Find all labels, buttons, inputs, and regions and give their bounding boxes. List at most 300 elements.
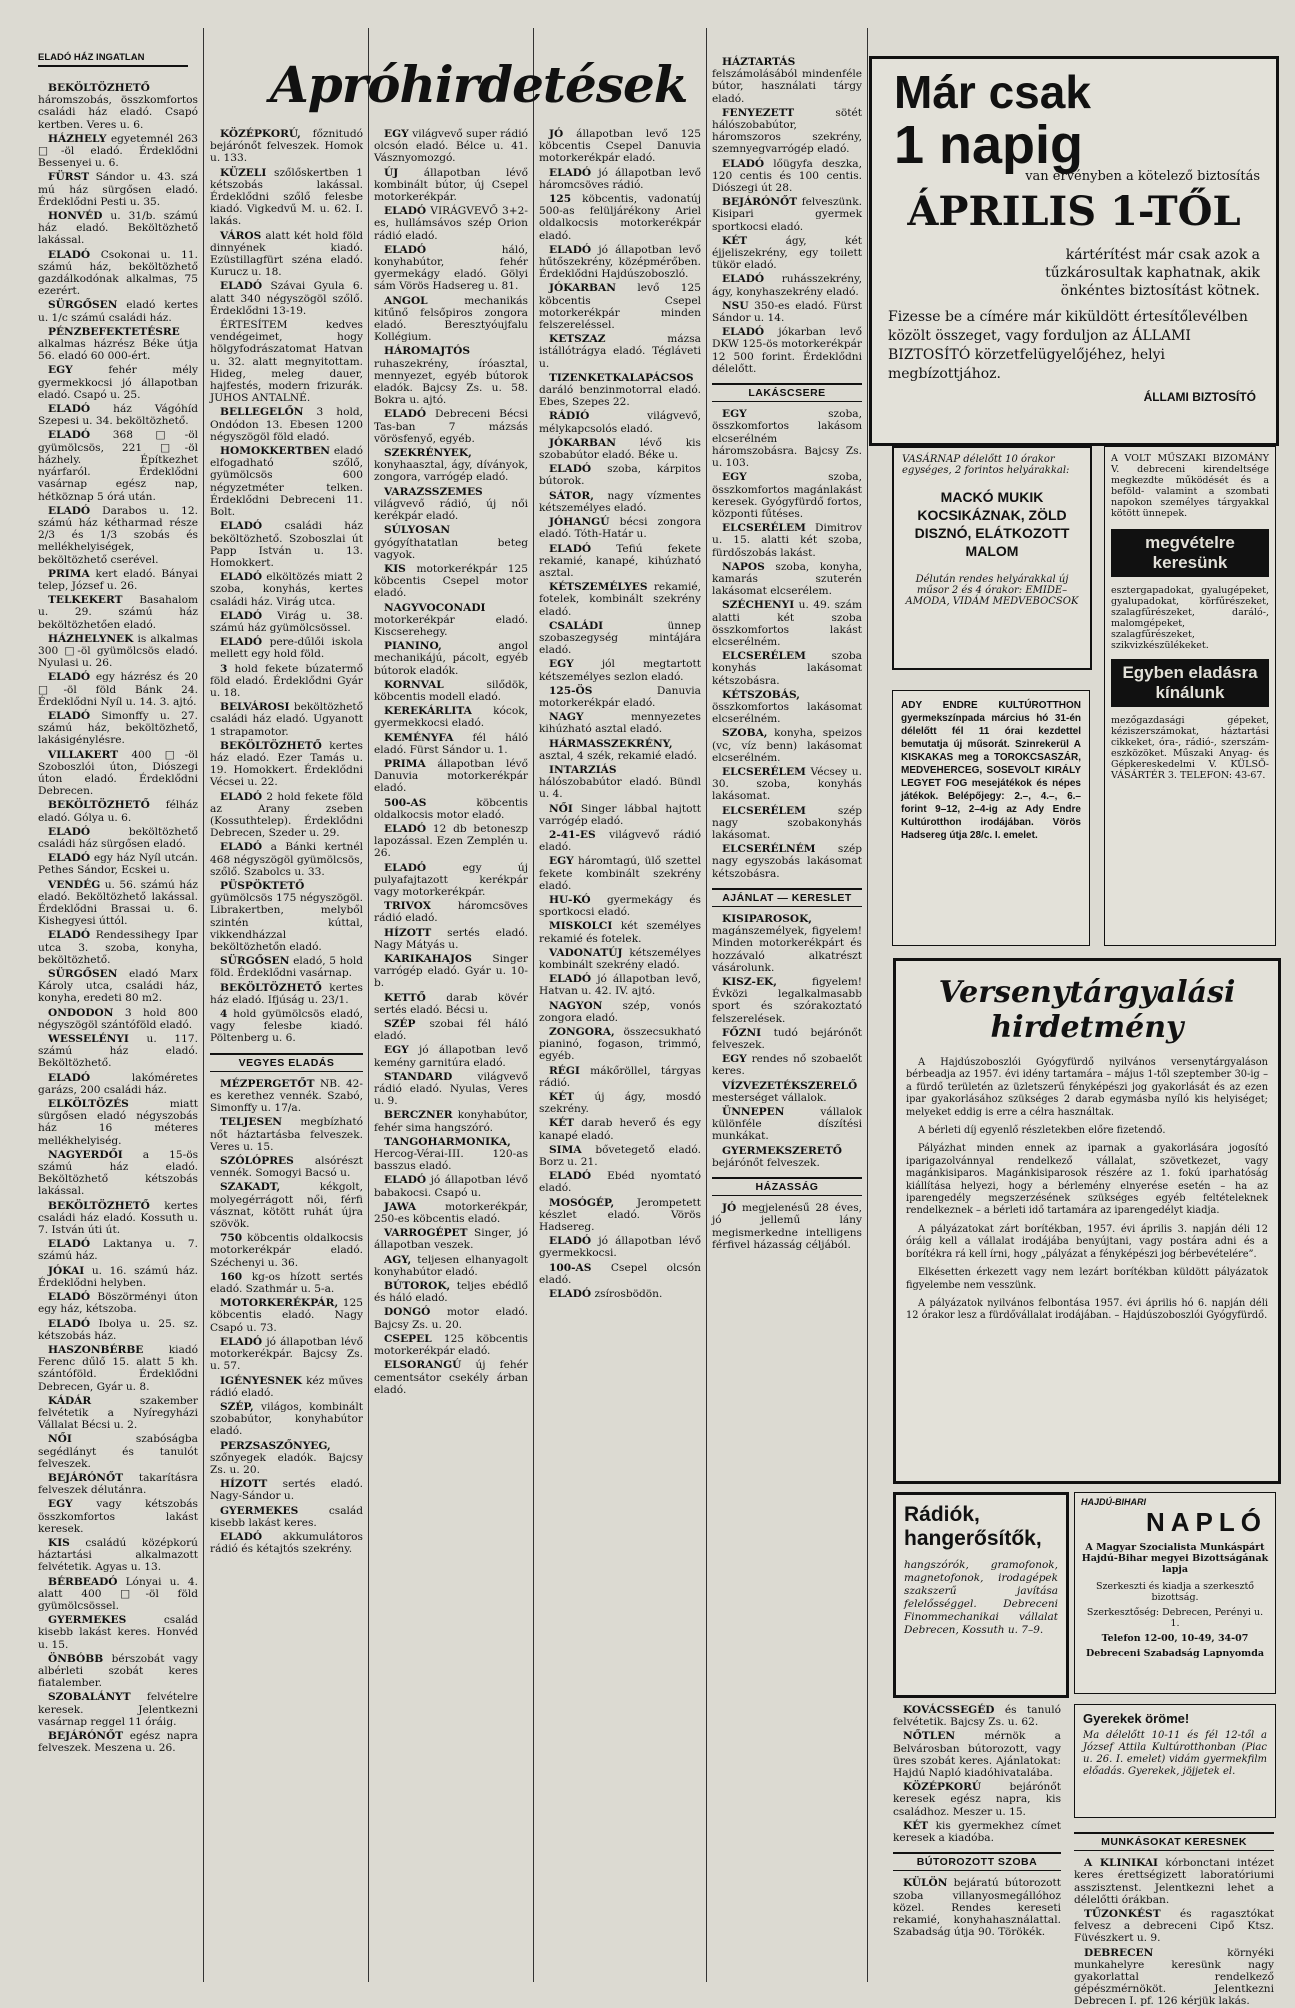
ad-column-4 bbox=[539, 128, 701, 1982]
ad-body-text: u. 56. számú ház eladó. Beköltözhető lakással. Érdeklődni Brassai u. 6. Kishegyesi úttól. bbox=[38, 878, 198, 928]
ad-body-text: környéki munkahelyre keresünk nagy gyakorlattal rendelkező gépészmérnököt. Jelentkezni Debrecen I. pf. 126 kérjük lakás. bbox=[1074, 1946, 1274, 2008]
ad-lead-word: KISZ-EK, bbox=[722, 976, 777, 989]
section-heading: VEGYES ELADÁS bbox=[210, 1053, 363, 1072]
ad-body-text: Rendessihegy Ipar utca 3. szoba, konyha, beköltözhető. bbox=[38, 929, 198, 966]
classified-ad bbox=[210, 230, 363, 279]
ad-body-text: beköltözhető családi ház sürgősen eladó. bbox=[38, 825, 198, 850]
classified-ad bbox=[374, 797, 528, 821]
ad-lead-word: EGY bbox=[384, 128, 409, 140]
classified-ad bbox=[374, 862, 528, 899]
ad-body-text: mákőröllel, tárgyas rádió. bbox=[539, 1064, 701, 1089]
ad-lead-word: KÁDÁR bbox=[48, 1394, 92, 1407]
ad-lead-word: KÉT bbox=[722, 234, 748, 247]
ad-body-text: egy ház Nyíl utcán. Pethes Sándor, Ecskei u. bbox=[38, 852, 198, 877]
classified-ad bbox=[712, 522, 862, 559]
ad-lead-word: ELADÓ bbox=[48, 1071, 91, 1084]
ad-body-text: gyermekágy és sportkocsi eladó. bbox=[539, 893, 701, 919]
classified-ad bbox=[539, 463, 701, 487]
column-divider bbox=[867, 28, 868, 1982]
ad-body-text: rendes nő szobaelőt keres. bbox=[712, 1053, 862, 1078]
classified-ad bbox=[374, 1254, 528, 1278]
classified-ad bbox=[539, 581, 701, 618]
ad-body-text: mesterséget vállalok. bbox=[712, 1091, 827, 1104]
classified-ad bbox=[539, 410, 701, 434]
ad-lead-word: FENYEZETT bbox=[722, 106, 795, 119]
ad-body-text: fehér mély gyermekkocsi jó állapotban eladó. Csapó u. 25. bbox=[38, 364, 198, 401]
ad-lead-word: SÜRGŐSEN bbox=[48, 968, 118, 981]
ad-lead-word: ELADÓ bbox=[220, 1335, 263, 1348]
ad-body-text: szoba, konyha, kamarás szuterén lakásomat elcserélem. bbox=[712, 560, 862, 598]
section-heading: LAKÁSCSERE bbox=[712, 383, 862, 402]
ad-body-text: motorkerékpár eladó. Kiscserehegy. bbox=[374, 613, 528, 638]
ad-lead-word: HONVÉD bbox=[48, 210, 103, 223]
classified-ad bbox=[210, 128, 363, 165]
classified-ad bbox=[374, 953, 528, 990]
ad-body-text: Singer lábbal hajtott varrógép eladó. bbox=[539, 802, 701, 827]
classified-ad bbox=[210, 280, 363, 317]
ad-lead-word: KEREKÁRLITA bbox=[384, 705, 472, 718]
ad-headline: 1 napig bbox=[894, 115, 1084, 175]
ad-lead-word: SZAKADT, bbox=[220, 1181, 281, 1194]
ad-lead-word: BEKÖLTÖZHETŐ bbox=[220, 981, 322, 994]
classified-ad bbox=[210, 1297, 363, 1334]
ad-body-text: lakóméretes garázs, 200 családi ház. bbox=[38, 1071, 198, 1096]
classified-ad bbox=[712, 727, 862, 764]
ad-lead-word: HÁROMAJTÓS bbox=[384, 345, 470, 358]
ad-lead-word: KISIPAROSOK, bbox=[722, 913, 812, 925]
ad-lead-word: VADONATÚJ bbox=[549, 946, 623, 959]
classified-ad bbox=[374, 1280, 528, 1304]
ad-lead-word: KIS bbox=[48, 1536, 70, 1549]
classified-ad bbox=[38, 1033, 198, 1070]
classified-ad bbox=[539, 282, 701, 331]
classified-ad bbox=[38, 1072, 198, 1096]
ad-body-text: családú középkorú háztartási alkalmazott felvétetik. Agyas u. 13. bbox=[38, 1536, 198, 1574]
impressum-region: HAJDÚ-BIHARI bbox=[1081, 1497, 1146, 1507]
classified-ad bbox=[539, 1026, 701, 1063]
ad-column-1 bbox=[38, 82, 198, 1982]
classified-ad bbox=[38, 1653, 198, 1690]
ad-body-text: felveszünk. Kisipari gyermek sportkocsi eladó. bbox=[712, 196, 862, 233]
ad-body-text: a 15-ös számú ház eladó. Beköltözhető kétszobás lakással. bbox=[38, 1148, 199, 1198]
ad-text: A VOLT MŰSZAKI BIZOMÁNY V. debreceni kirendeltsége megkezdte működését és a beföld- valamint a szombati napokon személyes tárgyakkal kötött ünnepek. bbox=[1111, 453, 1269, 519]
ad-lead-word: SÚLYOSAN bbox=[384, 524, 451, 537]
ad-lead-word: ELADÓ bbox=[549, 463, 592, 476]
ad-lead-word: HÍZOTT bbox=[220, 1478, 268, 1491]
classified-ad bbox=[374, 732, 528, 756]
ad-body-text: világvevő super rádió olcsón eladó. Bélce u. 41. Vásznyomozgó. bbox=[374, 128, 528, 165]
ad-body-text: hold gyümölcsös eladó, vagy felesbe kiadó. Pöltenberg u. 6. bbox=[210, 1008, 363, 1045]
ad-text: Ma délelőtt 10-11 és fél 12-től a József Attila Kultúrotthonban (Piac u. 26. I. emelet) vidám gyermekfilm előadás. Gyerekek, jöjjetek el. bbox=[1083, 1730, 1267, 1777]
classified-ad bbox=[38, 929, 198, 966]
ad-lead-word: VENDÉG bbox=[48, 878, 101, 891]
classified-ad bbox=[210, 520, 363, 569]
classified-ad bbox=[539, 333, 701, 370]
ad-lead-word: BEKÖLTÖZHETŐ bbox=[48, 1199, 150, 1212]
ad-lead-word: SZEKRÉNYEK, bbox=[384, 447, 472, 460]
ad-lead-word: JAWA bbox=[384, 1200, 417, 1213]
classified-ad bbox=[712, 1080, 862, 1104]
ad-body-text: alsórészt vennék. Somogyi Bacsó u. bbox=[210, 1155, 363, 1180]
column-divider bbox=[203, 28, 204, 1982]
classified-ad bbox=[712, 471, 862, 520]
classified-ad bbox=[210, 1505, 363, 1529]
ad-headline: megvételre keresünk bbox=[1111, 529, 1269, 577]
ad-lead-word: EGY bbox=[722, 1053, 747, 1066]
classified-ad bbox=[539, 1091, 701, 1115]
ad-lead-word: SÜRGŐSEN bbox=[220, 955, 290, 968]
ad-body-text: mechanikás kitűnő felsőpiros zongora eladó. Beresztyóujfalu Kollégium. bbox=[374, 294, 528, 344]
ad-body-text: ruhásszekrény, ágy, konyhaszekrény eladó. bbox=[712, 273, 862, 298]
ad-lead-word: 125-ÖS bbox=[549, 684, 593, 697]
impressum-text: Debreceni Szabadság Lapnyomda bbox=[1085, 1648, 1265, 1659]
classified-ad bbox=[38, 1614, 198, 1651]
ad-body-text: Darabos u. 12. számú ház kétharmad része 2/3 és 1/3 szobás és mellékhelyiségek, beköltözhető cserével. bbox=[38, 504, 198, 566]
ad-body-text: nagy vízmentes kétszemélyes eladó. bbox=[539, 489, 702, 514]
ad-lead-word: 160 bbox=[220, 1270, 243, 1283]
classified-ad bbox=[539, 1262, 701, 1286]
classified-ad bbox=[712, 1106, 862, 1143]
ad-lead-word: KÉT bbox=[549, 1117, 575, 1130]
ad-lead-word: ELADÓ bbox=[220, 790, 263, 803]
classified-ad bbox=[210, 955, 363, 979]
classified-ad bbox=[539, 128, 701, 165]
classified-ad bbox=[210, 1116, 363, 1153]
classified-ad bbox=[210, 636, 363, 660]
ad-body-text: háromszobás, összkomfortos családi ház eladó. Csapó kertben. Veres u. 6. bbox=[38, 94, 198, 131]
ad-lead-word: ELADÓ bbox=[384, 408, 427, 421]
ad-body-text: jó állapotban levő hűtőszekrény, középmérőben. Érdeklődni Hajdúszoboszló. bbox=[539, 243, 701, 281]
classified-ad bbox=[712, 1053, 862, 1077]
ad-lead-word: TRIVOX bbox=[384, 900, 431, 913]
ad-body-text: asztal, 4 szék, rekamié eladó. bbox=[539, 749, 698, 762]
ad-lead-word: KÖZÉPKORÚ, bbox=[220, 128, 301, 140]
ad-text: esztergapadokat, gyalugépeket, gyalupadokat, körfűrészeket, szalagfűrészeket, daráló-, malomgépeket, szalagfűrészeket, szikvizkészülékeket. bbox=[1111, 585, 1269, 651]
ad-lead-word: EGY bbox=[48, 1498, 73, 1511]
ad-body-text: Debreceni Bécsi Tas-ban 7 mázsás vörösfenyő, egyéb. bbox=[374, 408, 528, 445]
classified-ad bbox=[539, 738, 701, 762]
ad-body-text: bővetegető eladó. Borz u. 21. bbox=[539, 1143, 701, 1169]
ad-lead-word: KÜZELI bbox=[220, 166, 267, 179]
ad-lead-word: HASZONBÉRBE bbox=[48, 1343, 144, 1356]
ad-body-text: 3 hold, Ondódon 13. Ebesen 1200 négyszögöl föld eladó. bbox=[210, 406, 363, 443]
ad-lead-word: ELADÓ bbox=[549, 1288, 592, 1301]
ad-body-text: szabóságba segédlányt és tanulót felveszek. bbox=[38, 1433, 198, 1470]
ad-body-text: elköltözés miatt 2 szoba, konyhás, kertes családi ház. Virág utca. bbox=[210, 571, 363, 608]
ad-lead-word: ÜNNEPEN bbox=[722, 1106, 785, 1119]
ad-lead-word: MÉZPERGETŐT bbox=[220, 1077, 315, 1090]
ad-body-text: köbcentis oldalkocsis motor eladó. bbox=[374, 796, 528, 821]
children-film-ad bbox=[1074, 1704, 1276, 1818]
ad-body-text: főznitudó bejárónőt felveszek. Homok u. 133. bbox=[210, 128, 363, 165]
classified-ad bbox=[38, 1433, 198, 1470]
ad-headline: Már csak bbox=[894, 66, 1091, 118]
section-heading: HÁZASSÁG bbox=[712, 1177, 862, 1196]
ad-body-text: Simonffy u. 27. számú ház, beköltözhető, lakásigénylésre. bbox=[38, 709, 198, 747]
ad-lead-word: 3 bbox=[220, 662, 228, 675]
notice-paragraph: A bérleti díj egyenlő részletekben előre fizetendő. bbox=[918, 1125, 1166, 1137]
ad-body-text: miatt sürgősen eladó négyszobás ház 16 méteres mellékhelyiség. bbox=[38, 1098, 198, 1147]
ad-body-text: háló, konyhabútor, fehér gyermekágy eladó. Gölyi sám Vörös Hadsereg u. 81. bbox=[374, 243, 528, 293]
ad-lead-word: SZÉP, bbox=[220, 1400, 254, 1413]
ad-lead-word: AGY, bbox=[384, 1253, 412, 1266]
ad-body-text: Ibolya u. 25. sz. kétszobás ház. bbox=[38, 1317, 198, 1342]
ad-body-text: kócok, gyermekkocsi eladó. bbox=[374, 705, 528, 730]
ad-body-text: világos, kombinált szobabútor, konyhabútor eladó. bbox=[210, 1400, 363, 1438]
ad-lead-word: ELADÓ bbox=[48, 671, 91, 684]
ad-body-text: vagy kétszobás összkomfortos lakást keresek. bbox=[38, 1498, 198, 1535]
ad-lead-word: TELJESEN bbox=[220, 1116, 282, 1129]
ad-lead-word: STANDARD bbox=[384, 1070, 453, 1083]
ad-headline: ÁPRILIS 1-TŐL bbox=[907, 188, 1241, 235]
ad-lead-word: NAGYVOCONADI bbox=[384, 601, 486, 614]
classified-ad bbox=[38, 210, 198, 247]
classified-ad bbox=[38, 1200, 198, 1237]
ad-column-5 bbox=[712, 56, 862, 1982]
ad-body-text: 125 köbcentis motorkerékpár eladó. bbox=[374, 1332, 528, 1358]
ad-body-text: új ágy, mosdó szekrény. bbox=[539, 1091, 701, 1116]
impressum-text: Szerkeszti és kiadja a szerkesztő bizottság. bbox=[1095, 1581, 1255, 1603]
ad-body-text: kertes ház eladó. Ezer Tamás u. 19. Homokkert. Érdeklődni Vécsei u. 22. bbox=[210, 739, 363, 789]
ad-body-text: Ebéd nyomtató eladó. bbox=[539, 1170, 702, 1195]
ad-lead-word: A KLINIKAI bbox=[1084, 1857, 1159, 1870]
ad-body-text: NB. 42-es kerethez vennék. Szabó, Simonffy u. 17/a. bbox=[210, 1077, 363, 1115]
classified-ad bbox=[374, 244, 528, 293]
classified-ad bbox=[539, 167, 701, 191]
classified-ad bbox=[38, 505, 198, 566]
ad-lead-word: BÚTOROK, bbox=[384, 1280, 451, 1293]
classified-ad bbox=[38, 671, 198, 708]
classified-ad bbox=[712, 408, 862, 469]
ad-body-text: világvevő rádió eladó. bbox=[539, 828, 701, 854]
classified-ad bbox=[38, 1472, 198, 1496]
column-divider bbox=[533, 28, 534, 1982]
classified-ad bbox=[374, 1044, 528, 1068]
ad-body-text: jó állapotban levő háromcsöves rádió. bbox=[539, 166, 701, 191]
classified-ad bbox=[539, 764, 701, 801]
ad-lead-word: 4 bbox=[220, 1008, 228, 1021]
classified-ad bbox=[539, 1197, 701, 1234]
classified-ad bbox=[374, 705, 528, 729]
classified-ad bbox=[893, 1704, 1061, 1728]
notice-title: hirdetmény bbox=[990, 1010, 1184, 1045]
ad-lead-word: EGY bbox=[549, 855, 574, 868]
ad-lead-word: SZOBA, bbox=[722, 727, 768, 740]
classified-ad bbox=[210, 841, 363, 878]
ad-body-text: világvevő rádió, új női kerékpár eladó. bbox=[374, 497, 528, 523]
notice-paragraph: Elkésetten érkezett vagy nem lezárt borítékban küldött pályázatok figyelembe nem vesszünk. bbox=[906, 1267, 1268, 1291]
ad-body-text: háromcsöves rádió eladó. bbox=[374, 900, 528, 925]
classified-ad bbox=[38, 364, 198, 401]
ad-lead-word: ELCSERÉLNÉM bbox=[722, 843, 816, 856]
classified-ad bbox=[210, 1440, 363, 1477]
classified-ad bbox=[1074, 1947, 1274, 2008]
ad-body-text: vállalok különféle díszítési munkákat. bbox=[712, 1106, 862, 1143]
ad-body-text: két személyes rekamié és fotelek. bbox=[539, 920, 702, 945]
ad-body-text: szakember felvétetik a Nyíregyházi Vállalat Bécsi u. 2. bbox=[38, 1394, 198, 1432]
ad-lead-word: ANGOL bbox=[384, 294, 428, 307]
classified-ad bbox=[38, 1344, 198, 1393]
ad-body-text: darab kövér sertés eladó. Bécsi u. bbox=[374, 991, 528, 1016]
ad-text: kártérítést már csak azok a tűzkárosultak kaphatnak, akik önkéntes biztosítást kötnek. bbox=[1045, 247, 1260, 299]
ad-lead-word: KÜLÖN bbox=[903, 1877, 948, 1890]
ad-lead-word: DEBRECEN bbox=[1084, 1946, 1154, 1959]
ad-lead-word: ELCSERÉLEM bbox=[722, 522, 806, 535]
ad-lead-word: IGÉNYESNEK bbox=[220, 1374, 303, 1387]
ad-lead-word: NŐI bbox=[549, 802, 573, 815]
ad-lead-word: KARIKAHAJOS bbox=[384, 953, 472, 965]
classified-ad bbox=[539, 947, 701, 971]
classified-ad bbox=[210, 1375, 363, 1399]
classified-ad bbox=[210, 167, 363, 228]
ad-body-text: bérszobát vagy albérleti szobát keres fiatalember. bbox=[38, 1652, 198, 1690]
ad-lead-word: JÓHANGÚ bbox=[549, 516, 610, 529]
ad-lead-word: 125 bbox=[549, 193, 572, 206]
classified-ad bbox=[712, 689, 862, 726]
ad-lead-word: EGY bbox=[722, 471, 747, 484]
ad-body-text: zsírosbödön. bbox=[594, 1288, 663, 1301]
classified-ad bbox=[712, 599, 862, 648]
radio-repair-ad bbox=[893, 1492, 1069, 1698]
classified-ad bbox=[210, 406, 363, 443]
classified-ad bbox=[712, 56, 862, 105]
ad-body-text: kg-os hízott sertés eladó. Szathmár u. 5-a. bbox=[210, 1270, 363, 1296]
ad-lead-word: MISKOLCI bbox=[549, 920, 613, 933]
ad-body-text: hold fekete búzatermő föld eladó. Érdeklődni Gyár u. 18. bbox=[210, 662, 363, 699]
classified-ad bbox=[38, 1098, 198, 1147]
ad-body-text: egyetemnél 263 □-öl eladó. Érdeklődni Bessenyei u. 6. bbox=[38, 132, 198, 170]
ad-lead-word: ELADÓ bbox=[384, 243, 427, 256]
ad-lead-word: SZÓLÓPRES bbox=[220, 1155, 294, 1168]
ad-lead-word: ÚJ bbox=[384, 166, 399, 179]
classified-ad bbox=[712, 1027, 862, 1051]
ad-body-text: szoba, összkomfortos magánlakást keresek. Gyógyfürdő fortos, központi fűtéses. bbox=[712, 471, 862, 520]
classified-ad bbox=[38, 171, 198, 208]
ad-body-text: 400 □-öl Szoboszlói úton, Diószegi úton eladó. Érdeklődni Debrecen. bbox=[38, 748, 198, 798]
ad-body-text: VIRÁGVEVŐ 3+2-es, hullámsávos szép Orion rádió eladó. bbox=[374, 205, 528, 242]
ad-body-text: szoba, összkomfortos lakásom elcserélném háromszobásra. Bajcsy Zs. u. 103. bbox=[712, 408, 862, 470]
ad-lead-word: EGY bbox=[384, 1044, 409, 1057]
ad-body-text: alatt két hold föld dinnyének kiadó. Ezüstillagfürt széna eladó. Kurucz u. 18. bbox=[210, 229, 363, 279]
classified-ad bbox=[374, 602, 528, 639]
classified-ad bbox=[539, 1288, 701, 1300]
ad-lead-word: ELADÓ bbox=[220, 571, 263, 584]
ad-lead-word: PRIMA bbox=[384, 757, 426, 770]
ad-lead-word: NŐI bbox=[48, 1433, 72, 1446]
ad-body-text: Vécsey u. 30. szoba, konyhás lakásomat. bbox=[712, 765, 862, 803]
ad-body-text: Böszörményi úton egy ház, kétszoba. bbox=[38, 1291, 198, 1316]
classified-ad bbox=[210, 791, 363, 840]
classified-ad bbox=[374, 679, 528, 703]
ad-lead-word: GYERMEKES bbox=[220, 1504, 299, 1517]
ad-body-text: takarításra felveszek délutánra. bbox=[38, 1471, 198, 1497]
classified-ad bbox=[374, 524, 528, 561]
ad-lead-word: 500-AS bbox=[384, 796, 427, 809]
section-label: ELADÓ HÁZ INGATLAN bbox=[38, 52, 188, 67]
notice-paragraph: Pályázhat minden ennek az iparnak a gyakorlására jogosító iparigazolvánnyal rendelkező vállalat, szövetkezet, vagy magánkisiparos. Magánkisiparosok részére az 1. fokú iparhatóság kiállítása helyezi, hogy a bérlemény elnyerése esetén – ha az iparengedély megszerzésének szükséges egyéb feltételeknek rendelkeznek – a bérleti idő tartamára az iparengedélyt kiadja. bbox=[906, 1143, 1268, 1217]
classified-ad bbox=[539, 1117, 701, 1141]
ad-lead-word: ELADÓ bbox=[48, 709, 91, 722]
classified-ad bbox=[539, 803, 701, 827]
ad-lead-word: HÁRMASSZEKRÉNY, bbox=[549, 737, 673, 750]
ad-body-text: jól megtartott kétszemélyes sezlon eladó. bbox=[539, 658, 701, 683]
ad-body-text: felvételre keresek. Jelentkezni vasárnap reggel 11 óráig. bbox=[38, 1691, 198, 1728]
ad-lead-word: TANGOHARMONIKA, bbox=[384, 1135, 511, 1148]
ad-lead-word: PRIMA bbox=[48, 567, 90, 580]
ad-body-text: 2 hold fekete föld az Arany zseben (Kossuthtelep). Érdeklődni Debrecen, Szeder u. 29. bbox=[210, 790, 363, 840]
ad-lead-word: ELADÓ bbox=[220, 1530, 263, 1543]
ad-lead-word: ONDODON bbox=[48, 1006, 114, 1019]
ad-body-text: 12 db betoneszp lapozással. Ezen Zemplén u. 26. bbox=[374, 822, 528, 860]
ad-body-text: bejáratú bútorozott szoba villanyosmegállóhoz közel. Rendes kereseti rekamié, konyhahasználattal. Szabadság útja 90. Törökék. bbox=[893, 1877, 1062, 1939]
ad-lead-word: 750 bbox=[220, 1232, 243, 1245]
classified-ad bbox=[374, 758, 528, 795]
ad-body-text: akkumulátoros rádió és kétajtós szekrény. bbox=[210, 1530, 363, 1556]
ad-lead-word: VILLAKERT bbox=[48, 748, 119, 761]
ad-lead-word: TELKEKERT bbox=[48, 594, 123, 607]
classified-ad bbox=[38, 249, 198, 298]
classified-ad bbox=[893, 1877, 1061, 1938]
ad-lead-word: ZONGORA, bbox=[549, 1026, 615, 1039]
ad-lead-word: HU-KÓ bbox=[549, 893, 591, 906]
ad-lead-word: PERZSASZŐNYEG, bbox=[220, 1439, 331, 1452]
ad-lead-word: ELADÓ bbox=[549, 243, 592, 256]
ad-headline: MACKÓ MUKIK KOCSIKÁZNAK, ZÖLD DISZNÓ, ELÁTKOZOTT MALOM bbox=[914, 489, 1070, 559]
ad-lead-word: ELADÓ bbox=[220, 841, 263, 854]
ad-body-text: u. 117. számú ház eladó. Beköltözhető. bbox=[38, 1033, 198, 1070]
ad-body-text: szép nagy egyszobás lakásomat kétszobásra. bbox=[712, 843, 862, 880]
ad-lead-word: KEMÉNYFA bbox=[384, 731, 454, 744]
ad-lead-word: VÁROS bbox=[220, 229, 262, 242]
ad-body-text: alkalmas házrész Béke útja 56. eladó 60 000-ért. bbox=[38, 338, 198, 363]
ad-column-3 bbox=[374, 128, 528, 1982]
classified-ad bbox=[712, 650, 862, 687]
classified-ad bbox=[210, 1531, 363, 1555]
section-heading: BÚTOROZOTT SZOBA bbox=[893, 1852, 1061, 1871]
classified-ad bbox=[374, 295, 528, 344]
ad-lead-word: NAGYON bbox=[549, 999, 603, 1012]
ad-body-text: világvevő rádió eladó. Nyulas, Veres u. 9. bbox=[374, 1070, 528, 1108]
ad-body-text: Virág u. 38. számú ház gyümölcsössel. bbox=[210, 609, 363, 634]
classified-ad bbox=[539, 711, 701, 735]
classified-ad bbox=[374, 1201, 528, 1225]
ad-body-text: szobai fél háló eladó. bbox=[374, 1018, 528, 1043]
ad-body-text: fél háló eladó. Fürst Sándor u. 1. bbox=[374, 731, 528, 756]
ad-lead-word: ELCSERÉLEM bbox=[722, 804, 806, 817]
classified-ad bbox=[712, 805, 862, 842]
ad-body-text: rekamié, fotelek, kombinált szekrény eladó. bbox=[539, 581, 701, 618]
ad-body-text: megbízható nőt háztartásba felveszek. Veres u. 15. bbox=[210, 1116, 363, 1153]
ad-column-2 bbox=[210, 128, 363, 1982]
ad-body-text: felszámolásából mindenféle bútor, használati tárgy eladó. bbox=[712, 68, 862, 105]
classified-ad bbox=[1074, 1857, 1274, 1906]
ad-lead-word: EGY bbox=[48, 364, 73, 377]
classified-ad bbox=[38, 1730, 198, 1754]
classified-ad bbox=[210, 571, 363, 608]
classified-ad bbox=[38, 1265, 198, 1289]
classified-ad bbox=[712, 1202, 862, 1251]
column-divider bbox=[706, 28, 707, 1982]
ad-lead-word: DONGÓ bbox=[384, 1306, 431, 1319]
classified-ad bbox=[539, 658, 701, 682]
classified-ad bbox=[712, 300, 862, 324]
impressum-title: NAPLÓ bbox=[1146, 1507, 1267, 1537]
classified-ad bbox=[539, 894, 701, 918]
ad-body-text: bejárónőt keresek egész napra, kis családhoz. Meszer u. 15. bbox=[893, 1781, 1061, 1818]
classified-ad bbox=[210, 1155, 363, 1179]
classified-ad bbox=[38, 82, 198, 131]
ad-body-text: kétszemélyes kombinált szekrény eladó. bbox=[539, 946, 701, 971]
